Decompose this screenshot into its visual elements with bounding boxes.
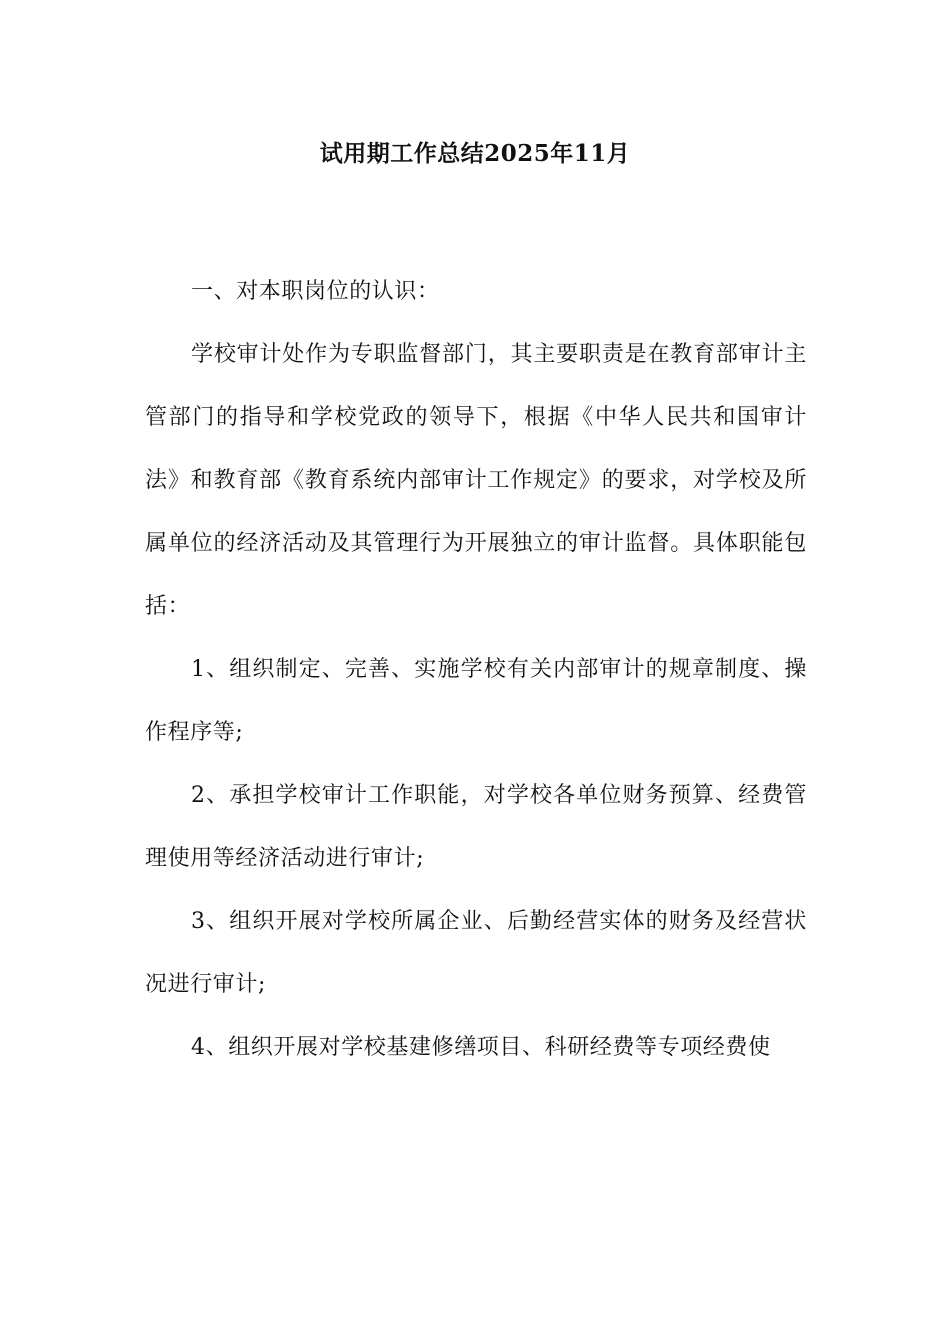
paragraph-heading-1: 一、对本职岗位的认识： [191,279,440,304]
paragraph-intro: 学校审计处作为专职监督部门，其主要职责是在教育部审计主管部门的指导和学校党政的领导下，根据《中华人民共和国审计法》和教育部《教育系统内部审计工作规定》的要求，对学校及所属单位的经济活动及其管理行为开展独立的审计监督。具体职能包括： [145,342,807,619]
paragraph-item-1: 1、组织制定、完善、实施学校有关内部审计的规章制度、操作程序等; [145,657,807,745]
document-title: 试用期工作总结2025年11月 [319,140,631,167]
paragraph-item-2: 2、承担学校审计工作职能，对学校各单位财务预算、经费管理使用等经济活动进行审计; [145,783,807,871]
document-body [145,260,807,1079]
paragraph-item-3: 3、组织开展对学校所属企业、后勤经营实体的财务及经营状况进行审计; [145,909,807,997]
paragraph-item-4: 4、组织开展对学校基建修缮项目、科研经费等专项经费使 [191,1035,771,1060]
